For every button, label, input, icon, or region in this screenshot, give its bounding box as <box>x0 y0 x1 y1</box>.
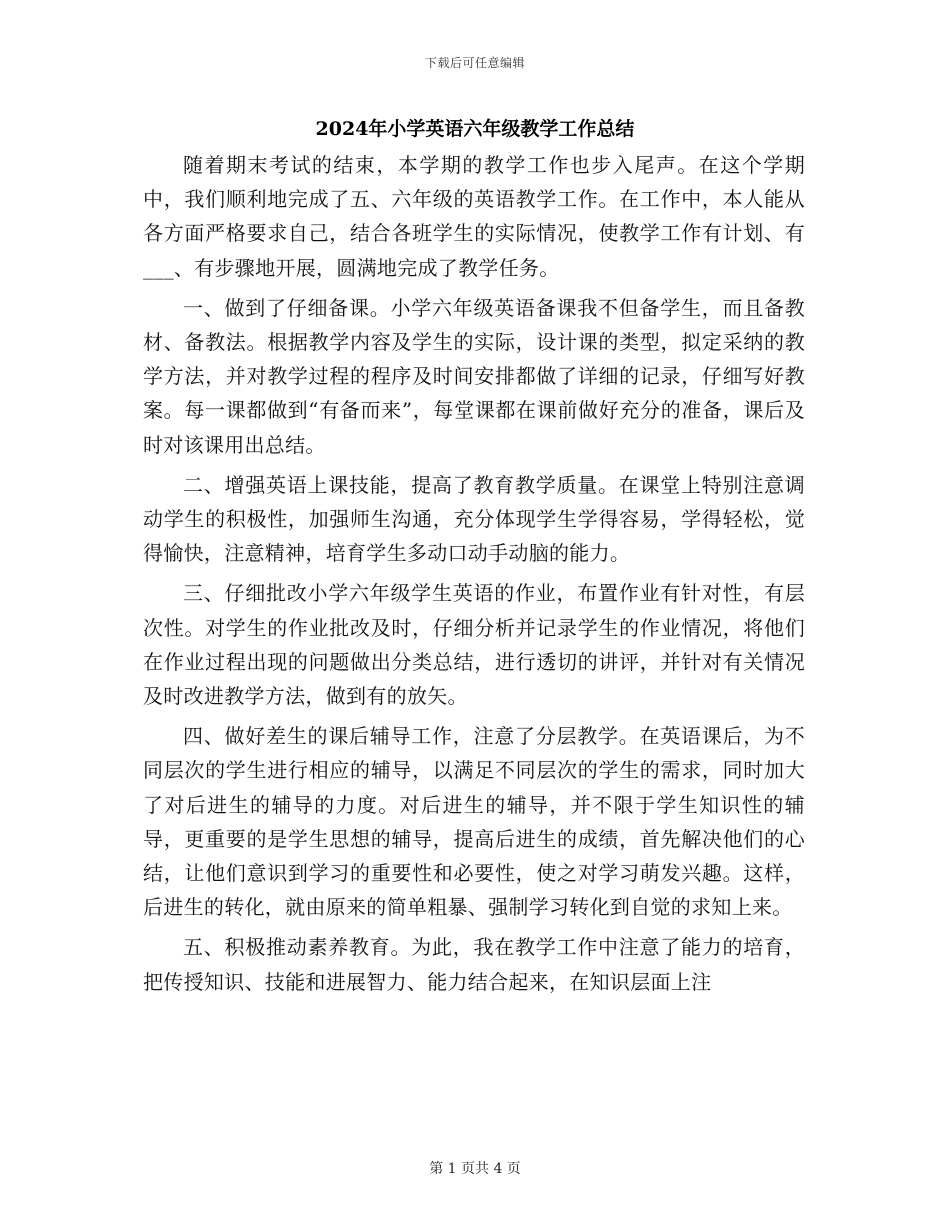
paragraph-intro: 随着期末考试的结束，本学期的教学工作也步入尾声。在这个学期中，我们顺利地完成了五、六年级的英语教学工作。在工作中，本人能从各方面严格要求自己，结合各班学生的实际情况，使教学工作有计划、有___、有步骤地开展，圆满地完成了教学任务。 <box>143 153 805 280</box>
page-number: 第 1 页共 4 页 <box>429 1161 521 1177</box>
paragraph-4: 四、做好差生的课后辅导工作，注意了分层教学。在英语课后，为不同层次的学生进行相应的辅导，以满足不同层次的学生的需求，同时加大了对后进生的辅导的力度。对后进生的辅导，并不限于学生知识性的辅导，更重要的是学生思想的辅导，提高后进生的成绩，首先解决他们的心结，让他们意识到学习的重要性和必要性，使之对学习萌发兴趣。这样，后进生的转化，就由原来的简单粗暴、强制学习转化到自觉的求知上来。 <box>143 724 805 920</box>
document-body <box>143 148 805 1005</box>
header-note: 下载后可任意编辑 <box>424 56 525 70</box>
paragraph-5: 五、积极推动素养教育。为此，我在教学工作中注意了能力的培育，把传授知识、技能和进展智力、能力结合起来，在知识层面上注 <box>143 935 805 994</box>
paragraph-2: 二、增强英语上课技能，提高了教育教学质量。在课堂上特别注意调动学生的积极性，加强师生沟通，充分体现学生学得容易，学得轻松，觉得愉快，注意精神，培育学生多动口动手动脑的能力。 <box>143 472 805 566</box>
paragraph-3: 三、仔细批改小学六年级学生英语的作业，布置作业有针对性，有层次性。对学生的作业批改及时，仔细分析并记录学生的作业情况，将他们在作业过程出现的问题做出分类总结，进行透切的讲评，并针对有关情况及时改进教学方法，做到有的放矢。 <box>143 581 805 709</box>
paragraph-1: 一、做到了仔细备课。小学六年级英语备课我不但备学生，而且备教材、备教法。根据教学内容及学生的实际，设计课的类型，拟定采纳的教学方法，并对教学过程的程序及时间安排都做了详细的记录，仔细写好教案。每一课都做到“有备而来”，每堂课都在课前做好充分的准备，课后及时对该课用出总结。 <box>143 295 805 457</box>
document-title: 2024年小学英语六年级教学工作总结 <box>315 118 635 140</box>
